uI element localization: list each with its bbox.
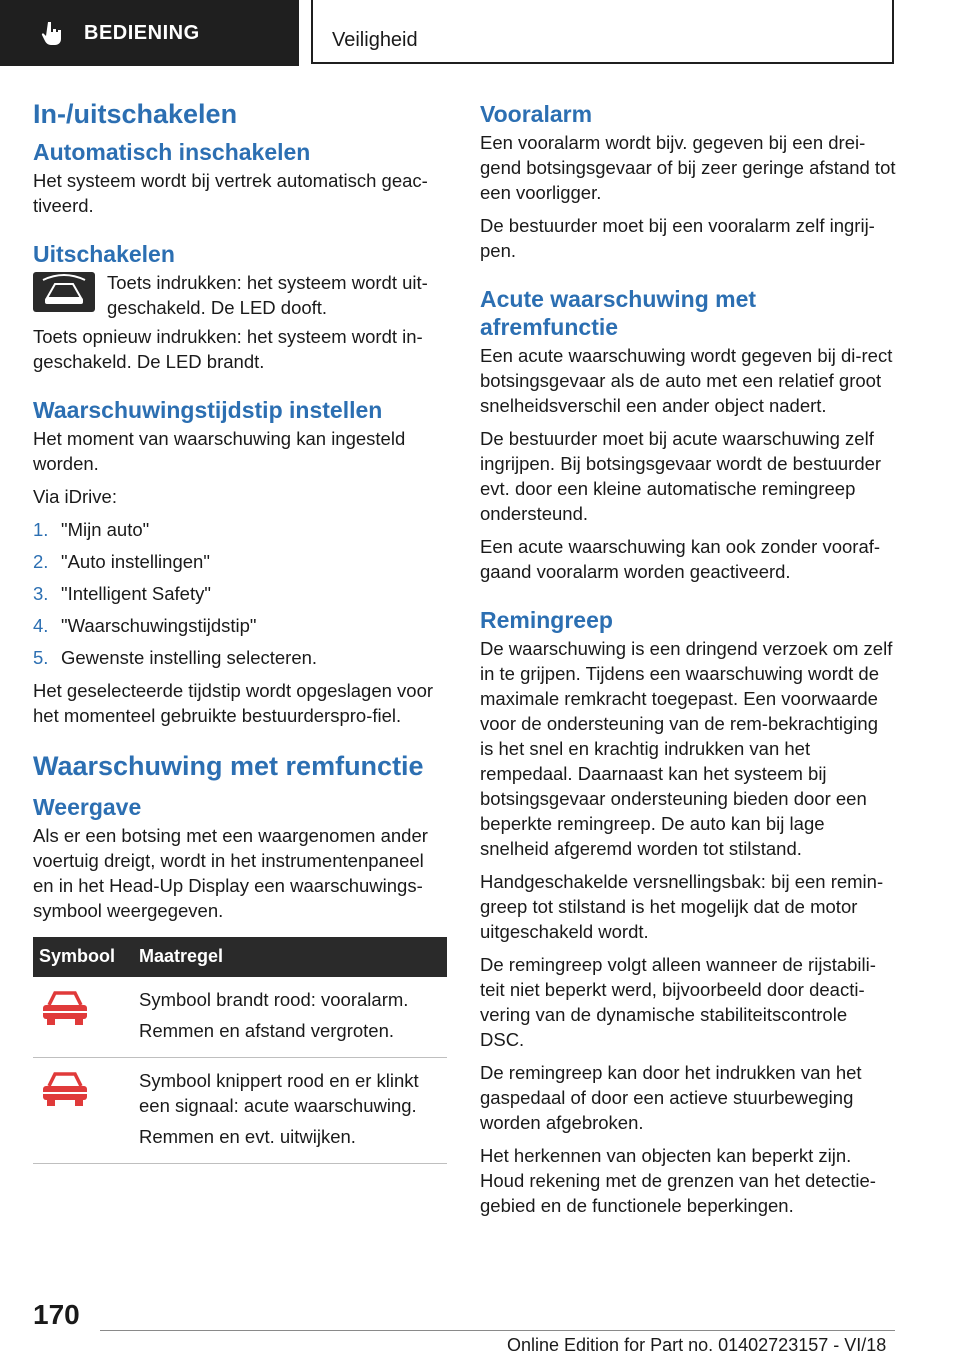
edition-footer: Online Edition for Part no. 01402723157 - VI/18 — [507, 1335, 887, 1355]
page-number: 170 — [33, 1299, 80, 1330]
paragraph-tijd: Het moment van waarschuwing kan ingesteld worden. — [33, 427, 406, 474]
page-title: Veiligheid — [332, 29, 418, 51]
collision-warning-button-icon — [33, 272, 95, 312]
heading-automatisch-inschakelen: Automatisch inschakelen — [33, 138, 311, 165]
heading-weergave: Weergave — [33, 793, 142, 820]
car-warning-icon — [39, 987, 91, 1027]
paragraph-rem4: De remingreep kan door het indrukken van het gaspedaal of door een actieve stuurbeweging worden afgebroken. — [480, 1062, 862, 1134]
symbol-cell — [33, 1057, 133, 1163]
left-column — [33, 98, 447, 1164]
paragraph-weergave: Als er een botsing met een waargenomen ander voertuig dreigt, wordt in het instrumentenpaneel en in het Head-Up Display een waarschuwings-symbool weergegeven. — [33, 824, 428, 921]
paragraph-acute1: Een acute waarschuwing wordt gegeven bij di-rect botsingsgevaar als de auto met een relatief groot snelheidsverschil een ander object nadert. — [480, 345, 893, 417]
heading-waarschuwingstijdstip: Waarschuwingstijdstip instellen — [33, 396, 383, 423]
paragraph-uit-again: Toets opnieuw indrukken: het systeem wordt in-geschakeld. De LED brandt. — [33, 325, 423, 372]
paragraph-rem2: Handgeschakelde versnellingsbak: bij een remin-greep tot stilstand is het mogelijk dat de motor uitgeschakeld wordt. — [480, 871, 884, 943]
idrive-steps — [33, 517, 447, 670]
table-row — [33, 977, 447, 1058]
heading-in-uitschakelen: In-/uitschakelen — [33, 99, 238, 129]
maatregel-line: Symbool knippert rood en er klinkt een signaal: acute waarschuwing. — [139, 1069, 419, 1116]
paragraph-voor1: Een vooralarm wordt bijv. gegeven bij een drei-gend botsingsgevaar of bij zeer geringe afstand tot een voorligger. — [480, 132, 896, 204]
heading-uitschakelen: Uitschakelen — [33, 240, 175, 267]
paragraph-saved: Het geselecteerde tijdstip wordt opgeslagen voor het momenteel gebruikte bestuurderspro-fiel. — [33, 679, 434, 726]
footer-divider — [100, 1330, 895, 1331]
list-item: 5. Gewenste instelling selecteren. — [33, 646, 318, 668]
section-tab — [0, 0, 299, 66]
paragraph-auto: Het systeem wordt bij vertrek automatisch geac-tiveerd. — [33, 169, 428, 216]
maatregel-cell — [133, 977, 447, 1058]
paragraph-rem3: De remingreep volgt alleen wanneer de rijstabili-teit niet beperkt werd, bijvoorbeeld door deacti-vering van de dynamische stabiliteitscontrole DSC. — [480, 954, 876, 1051]
paragraph-via: Via iDrive: — [33, 485, 117, 507]
heading-vooralarm: Vooralarm — [480, 101, 593, 127]
heading-acute-waarschuwing: Acute waarschuwing met afremfunctie — [480, 286, 757, 341]
column-header-symbool: Symbool — [33, 937, 133, 977]
car-warning-icon — [39, 1068, 91, 1108]
heading-remingreep: Remingreep — [480, 607, 613, 634]
page-title-box — [311, 0, 894, 64]
list-item: 3. "Intelligent Safety" — [33, 582, 211, 604]
list-item: 1. "Mijn auto" — [33, 518, 150, 540]
maatregel-cell — [133, 1057, 447, 1163]
paragraph-voor2: De bestuurder moet bij een vooralarm zelf ingrij-pen. — [480, 215, 875, 262]
paragraph-uit-btn: Toets indrukken: het systeem wordt uit-geschakeld. De LED dooft. — [107, 271, 428, 318]
list-item: 4. "Waarschuwingstijdstip" — [33, 614, 257, 636]
symbol-table — [33, 937, 447, 1164]
paragraph-acute3: Een acute waarschuwing kan ook zonder vooraf-gaand vooralarm worden geactiveerd. — [480, 536, 881, 583]
paragraph-rem1: De waarschuwing is een dringend verzoek om zelf in te grijpen. Tijdens een waarschuwing wordt de maximale remkracht toegepast. Een voorwaarde voor de ondersteuning van de rem-bekrachtiging is het snel en krachtig indrukken van het rempedaal. Daarnaast kan het systeem bij botsingsgevaar ondersteuning bieden door een beperkte remingreep. De auto kan bij lage snelheid afgeremd worden tot stilstand. — [480, 638, 893, 860]
list-item: 2. "Auto instellingen" — [33, 550, 210, 572]
touch-hand-icon — [38, 19, 66, 47]
section-label: BEDIENING — [84, 21, 200, 44]
button-instruction — [33, 270, 447, 320]
maatregel-line: Remmen en evt. uitwijken. — [139, 1125, 356, 1147]
symbol-cell — [33, 977, 133, 1058]
paragraph-rem5: Het herkennen van objecten kan beperkt zijn. Houd rekening met de grenzen van het detectie-gebied en de functionele beperkingen. — [480, 1145, 876, 1217]
table-row — [33, 1057, 447, 1163]
maatregel-line: Symbool brandt rood: vooralarm. — [139, 988, 409, 1010]
maatregel-line: Remmen en afstand vergroten. — [139, 1019, 395, 1041]
paragraph-acute2: De bestuurder moet bij acute waarschuwing zelf ingrijpen. Bij botsingsgevaar wordt de bestuurder evt. door een kleine automatische remingreep ondersteund. — [480, 428, 882, 525]
column-header-maatregel: Maatregel — [133, 937, 447, 977]
heading-remfunctie: Waarschuwing met remfunctie — [33, 750, 424, 781]
right-column — [480, 100, 896, 1226]
